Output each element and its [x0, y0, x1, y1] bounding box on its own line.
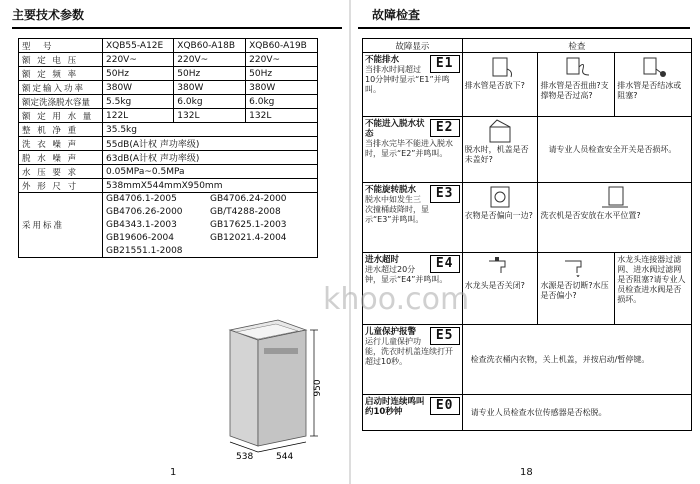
spec-label: 额 定 用 水 量	[19, 109, 103, 123]
error-code: E3	[430, 185, 460, 203]
spec-value: 132L	[246, 109, 318, 123]
check-cell	[462, 253, 538, 325]
check-text: 排水管是否结冰或阻塞?	[617, 81, 682, 100]
error-code: E1	[430, 55, 460, 73]
spec-label: 型 号	[19, 39, 103, 53]
standards-grid	[106, 193, 314, 257]
error-code: E4	[430, 255, 460, 273]
heading-rule	[358, 27, 690, 29]
standard-item: GB12021.4-2004	[210, 233, 287, 243]
fault-title: 儿童保护报警	[365, 327, 417, 337]
fault-desc: 进水超过20分钟，显示“E4”并鸣叫。	[365, 265, 448, 284]
fault-row-e5	[363, 325, 692, 395]
spec-value: 0.05MPa~0.5MPa	[103, 165, 318, 179]
spec-value: 122L	[103, 109, 174, 123]
left-page	[0, 0, 348, 484]
spec-table	[18, 38, 318, 258]
fault-table	[362, 38, 692, 431]
spec-value: 220V~	[174, 53, 246, 67]
spec-label: 外 形 尺 寸	[19, 179, 103, 193]
spec-label: 整 机 净 重	[19, 123, 103, 137]
spec-value: 50Hz	[103, 67, 174, 81]
fault-desc: 脱水中如发生三次撞桶歧降时，显示“E3”并鸣叫。	[365, 195, 429, 224]
spec-row	[19, 67, 318, 81]
fault-display	[363, 53, 463, 117]
check-text: 水龙头连接器过滤网、进水阀过滤网是否阻塞?请专业人员检查进水阀是否损坏。	[617, 255, 686, 304]
fault-title: 启动时连续鸣叫约10秒钟	[365, 397, 425, 417]
width-dimension: 538	[236, 452, 254, 462]
fault-heading: 故障检查	[372, 8, 421, 22]
check-text: 检查洗衣桶内衣物，关上机盖，并按启动/暂停键。	[470, 354, 650, 364]
check-text: 水龙头是否关闭?	[464, 281, 525, 290]
twisted-hose-icon	[561, 55, 591, 79]
spec-value: 380W	[103, 81, 174, 95]
depth-dimension: 544	[276, 452, 294, 462]
fault-title: 不能排水	[365, 55, 400, 65]
check-cell	[462, 117, 538, 183]
check-cell	[462, 183, 538, 253]
spec-label: 额定洗涤脱水容量	[19, 95, 103, 109]
fault-row-e0	[363, 395, 692, 431]
spec-label: 脱 水 噪 声	[19, 151, 103, 165]
check-text: 请专业人员检查水位传感器是否松脱。	[470, 407, 607, 417]
spec-row	[19, 123, 318, 137]
spec-value: 6.0kg	[174, 95, 246, 109]
spec-value: XQB60-A18B	[174, 39, 246, 53]
fault-row-e3	[363, 183, 692, 253]
standard-item: GB4343.1-2003	[106, 220, 177, 230]
fault-desc: 当排水时间超过10分钟时显示“E1”并鸣叫。	[365, 65, 450, 94]
fault-desc: 运行儿童保护功能，洗衣时机盖连续打开超过10秒。	[365, 337, 453, 366]
standards-label: 采用标准	[19, 193, 103, 258]
check-cell	[462, 395, 691, 431]
standard-item: GB21551.1-2008	[106, 246, 183, 256]
spec-value: 220V~	[103, 53, 174, 67]
standard-item: GB/T4288-2008	[210, 207, 281, 217]
open-lid-icon	[485, 119, 515, 143]
check-cell	[538, 53, 615, 117]
fault-title: 不能进入脱水状态	[365, 119, 425, 139]
spec-row	[19, 165, 318, 179]
fault-desc: 当排水完毕不能进入脱水时，显示“E2”并鸣叫。	[365, 139, 453, 158]
check-text: 水源是否切断?水压是否偏小?	[540, 281, 609, 300]
spec-row	[19, 109, 318, 123]
check-text: 排水管是否扭曲?支撑物是否过高?	[540, 81, 609, 100]
spec-value: 380W	[174, 81, 246, 95]
check-cell	[615, 53, 692, 117]
unbalanced-load-icon	[485, 185, 515, 209]
spec-value: 63dB(A计权 声功率级)	[103, 151, 318, 165]
error-code: E2	[430, 119, 460, 137]
col-display: 故障显示	[363, 39, 463, 53]
spec-value: 50Hz	[174, 67, 246, 81]
page-gutter	[349, 0, 351, 484]
spec-row	[19, 137, 318, 151]
error-code: E5	[430, 327, 460, 345]
spec-heading: 主要技术参数	[12, 8, 85, 22]
spec-value: 220V~	[246, 53, 318, 67]
fault-row-e1	[363, 53, 692, 117]
spec-row	[19, 179, 318, 193]
washing-machine-dimension-drawing	[220, 318, 330, 468]
drain-hose-icon	[485, 55, 515, 79]
fault-title: 进水超时	[365, 255, 400, 265]
check-text: 洗衣机是否安放在水平位置?	[540, 211, 641, 220]
spec-value: 132L	[174, 109, 246, 123]
level-machine-icon	[600, 185, 630, 209]
error-code: E0	[430, 397, 460, 415]
watermark: khoo.com	[323, 282, 470, 317]
spec-row	[19, 53, 318, 67]
spec-row	[19, 81, 318, 95]
check-text: 请专业人员检查安全开关是否损坏。	[548, 144, 677, 154]
fault-display	[363, 325, 463, 395]
fault-title: 不能旋转脱水	[365, 185, 417, 195]
spec-row	[19, 95, 318, 109]
spec-label: 水 压 要 求	[19, 165, 103, 179]
standard-item: GB4706.24-2000	[210, 194, 287, 204]
check-cell	[538, 183, 692, 253]
water-supply-icon	[561, 255, 591, 279]
spec-value: XQB55-A12E	[103, 39, 174, 53]
spec-label: 洗 衣 噪 声	[19, 137, 103, 151]
check-text: 衣物是否偏向一边?	[464, 211, 533, 220]
check-text: 脱水时，机盖是否未盖好?	[464, 145, 529, 164]
page-number: 1	[170, 467, 177, 478]
spec-value: 6.0kg	[246, 95, 318, 109]
fault-display	[363, 395, 463, 431]
standards-cell	[103, 193, 318, 258]
page-number: 18	[520, 467, 533, 478]
spec-value: 380W	[246, 81, 318, 95]
fault-display	[363, 183, 463, 253]
fault-row-e2	[363, 117, 692, 183]
water-tap-icon	[485, 255, 515, 279]
heading-rule	[12, 27, 342, 29]
standard-item: GB4706.1-2005	[106, 194, 177, 204]
height-dimension: 950	[313, 379, 323, 397]
check-cell	[462, 53, 538, 117]
spec-header-row	[19, 39, 318, 53]
spec-value: 5.5kg	[103, 95, 174, 109]
check-cell	[538, 117, 692, 183]
right-page	[352, 0, 700, 484]
col-check: 检查	[462, 39, 691, 53]
spec-value: XQB60-A19B	[246, 39, 318, 53]
check-cell	[462, 325, 691, 395]
standard-item: GB4706.26-2000	[106, 207, 183, 217]
check-cell	[538, 253, 615, 325]
spec-value: 55dB(A计权 声功率级)	[103, 137, 318, 151]
standards-row	[19, 193, 318, 258]
spec-value: 538mmX544mmX950mm	[103, 179, 318, 193]
fault-header-row	[363, 39, 692, 53]
spec-label: 额定输入功率	[19, 81, 103, 95]
spec-row	[19, 151, 318, 165]
standard-item: GB17625.1-2003	[210, 220, 287, 230]
spec-label: 额 定 频 率	[19, 67, 103, 81]
check-text: 排水管是否放下?	[464, 81, 525, 90]
spec-value: 35.5kg	[103, 123, 318, 137]
check-cell	[615, 253, 692, 325]
frozen-hose-icon	[638, 55, 668, 79]
fault-display	[363, 117, 463, 183]
spec-value: 50Hz	[246, 67, 318, 81]
standard-item: GB19606-2004	[106, 233, 174, 243]
spec-label: 额 定 电 压	[19, 53, 103, 67]
